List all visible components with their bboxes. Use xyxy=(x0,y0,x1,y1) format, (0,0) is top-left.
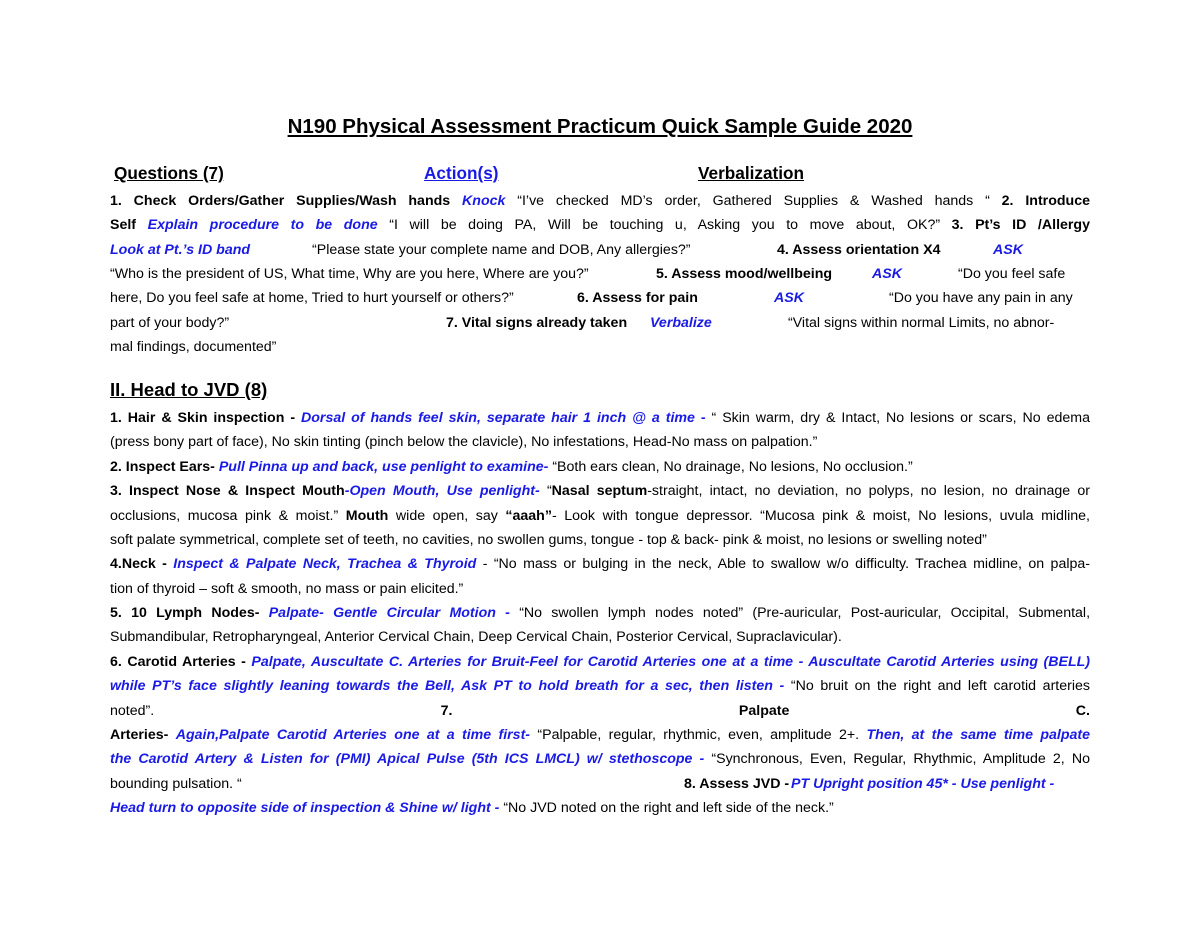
ears-action: Pull Pinna up and back, use penlight to examine- xyxy=(218,459,549,475)
palpate-action: Again,Palpate Carotid Arteries one at a time first- xyxy=(175,727,531,743)
section2-line-1 xyxy=(110,406,1090,430)
jvd-action: PT Upright position 45* - Use penlight - xyxy=(791,776,1055,792)
hair-skin-action: Dorsal of hands feel skin, separate hair 1 inch @ a time - xyxy=(301,410,706,426)
action-1: Knock xyxy=(462,193,506,209)
ears-verbal: “Both ears clean, No drainage, No lesions, No occlusion.” xyxy=(552,459,913,475)
palpate-action-2: Then, at the same time palpate xyxy=(866,727,1090,743)
hair-skin-verbal: “ Skin warm, dry & Intact, No lesions or scars, No edema xyxy=(711,410,1090,426)
palpate-verbal: “Palpable, regular, rhythmic, even, amplitude 2+. xyxy=(537,727,860,743)
question-6: 6. Assess for pain xyxy=(577,290,698,306)
aaah-label: “aaah” xyxy=(505,508,552,524)
nose-mouth-action: Open Mouth, Use penlight- xyxy=(349,483,540,499)
nose-verbal: -straight, intact, no deviation, no polyps, no lesion, no drainage or xyxy=(647,483,1090,499)
section2-line-13 xyxy=(110,699,1090,723)
nose-verbal-cont: occlusions, mucosa pink & moist.” xyxy=(110,508,339,524)
mouth-verbal: wide open, say xyxy=(395,508,498,524)
section2-line-9 xyxy=(110,601,1090,625)
lymph-verbal: “No swollen lymph nodes noted” (Pre-auricular, Post-auricular, Occipital, Submental, xyxy=(519,605,1091,621)
section2-line-12 xyxy=(110,674,1090,698)
carotid-action-cont: while PT’s face slightly leaning towards the Bell, Ask PT to hold breath for a sec, then listen - xyxy=(110,678,785,694)
carotid-verbal-cont: noted”. xyxy=(110,703,155,719)
section2-line-4 xyxy=(110,479,1090,503)
section1-line-4 xyxy=(110,262,1090,286)
section2-line-6 xyxy=(110,528,1090,552)
section2-line-3 xyxy=(110,455,1090,479)
jvd-action-cont: Head turn to opposite side of inspection & Shine w/ light - xyxy=(110,800,500,816)
question-5: 5. Assess mood/wellbeing xyxy=(656,266,833,282)
section1-line-6 xyxy=(110,311,1090,335)
verbal-5-cont: here, Do you feel safe at home, Tried to hurt yourself or others?” xyxy=(110,290,514,306)
question-7: 7. Vital signs already taken xyxy=(446,315,628,331)
verbal-6: “Do you have any pain in any xyxy=(889,290,1073,306)
section1-line-2 xyxy=(110,213,1090,237)
lymph-label: 5. 10 Lymph Nodes- xyxy=(110,605,260,621)
carotid-action: Palpate, Auscultate C. Arteries for Bruit-Feel for Carotid Arteries one at a time - Auscultate Carotid Arteries using (BELL) xyxy=(251,654,1091,670)
carotid-label: 6. Carotid Arteries - xyxy=(110,654,246,670)
neck-action: Inspect & Palpate Neck, Trachea & Thyroid xyxy=(173,556,477,572)
apical-action: the Carotid Artery & Listen for (PMI) Apical Pulse (5th ICS LMCL) w/ stethoscope - xyxy=(110,751,705,767)
lymph-action: Palpate- Gentle Circular Motion - xyxy=(268,605,510,621)
palpate-c-label: 7. Palpate C. xyxy=(440,703,1090,719)
section2-line-16 xyxy=(110,772,1090,796)
neck-verbal-cont: tion of thyroid – soft & smooth, no mass or pain elicited.” xyxy=(110,581,464,597)
question-2: 2. Introduce xyxy=(1001,193,1090,209)
action-4: ASK xyxy=(993,242,1023,258)
section1-line-7 xyxy=(110,335,1090,359)
jvd-label: 8. Assess JVD - xyxy=(684,776,790,792)
carotid-verbal: “No bruit on the right and left carotid arteries xyxy=(790,678,1090,694)
header-actions: Action(s) xyxy=(424,163,499,183)
verbal-2: “I will be doing PA, Will be touching u, Asking you to move about, OK?” xyxy=(389,217,941,233)
action-3: Look at Pt.’s ID band xyxy=(110,242,251,258)
arteries-label: Arteries- xyxy=(110,727,169,743)
section2-line-15 xyxy=(110,747,1090,771)
document-title: N190 Physical Assessment Practicum Quick Sample Guide 2020 xyxy=(287,115,913,138)
hair-skin-verbal-cont: (press bony part of face), No skin tinting (pinch below the clavicle), No infestations, Head-No mass on palpation.” xyxy=(110,434,818,450)
section2-line-2 xyxy=(110,430,1090,454)
verbal-7-cont: mal findings, documented” xyxy=(110,339,277,355)
section2-line-10 xyxy=(110,625,1090,649)
action-5: ASK xyxy=(872,266,902,282)
section2-line-17 xyxy=(110,796,1090,820)
section2-line-11 xyxy=(110,650,1090,674)
question-1: 1. Check Orders/Gather Supplies/Wash hands xyxy=(110,193,451,209)
verbal-6-cont: part of your body?” xyxy=(110,315,230,331)
question-4: 4. Assess orientation X4 xyxy=(777,242,941,258)
nose-quote: “ xyxy=(546,483,552,499)
verbal-7: “Vital signs within normal Limits, no abnor- xyxy=(788,315,1055,331)
apical-verbal-cont: bounding pulsation. “ xyxy=(110,776,242,792)
hair-skin-label: 1. Hair & Skin inspection - xyxy=(110,410,296,426)
action-7: Verbalize xyxy=(650,315,712,331)
apical-verbal: “Synchronous, Even, Regular, Rhythmic, Amplitude 2, No xyxy=(711,751,1090,767)
verbal-3: “Please state your complete name and DOB, Any allergies?” xyxy=(312,242,691,258)
verbal-4: “Who is the president of US, What time, Why are you here, Where are you?” xyxy=(110,266,589,282)
nasal-septum-label: Nasal septum xyxy=(551,483,648,499)
neck-label: 4.Neck - xyxy=(110,556,167,572)
mouth-verbal-2: - Look with tongue depressor. “Mucosa pink & moist, No lesions, uvula midline, xyxy=(551,508,1090,524)
verbal-1: “I’ve checked MD’s order, Gathered Supplies & Washed hands “ xyxy=(517,193,990,209)
mouth-verbal-cont: soft palate symmetrical, complete set of teeth, no cavities, no swollen gums, tongue - top & back- pink & moist, no lesions or swelling noted” xyxy=(110,532,987,548)
section1-line-1 xyxy=(110,189,1090,213)
question-2-cont: Self xyxy=(110,217,137,233)
section2-heading: II. Head to JVD (8) xyxy=(110,379,268,400)
jvd-verbal: “No JVD noted on the right and left side of the neck.” xyxy=(503,800,834,816)
header-questions: Questions (7) xyxy=(114,163,224,183)
mouth-label: Mouth xyxy=(345,508,389,524)
ears-label: 2. Inspect Ears- xyxy=(110,459,215,475)
section1-line-5 xyxy=(110,286,1090,310)
action-6: ASK xyxy=(774,290,804,306)
section2-line-8 xyxy=(110,577,1090,601)
lymph-verbal-cont: Submandibular, Retropharyngeal, Anterior Cervical Chain, Deep Cervical Chain, Posterior Cervical, Supraclavicular). xyxy=(110,629,842,645)
question-3: 3. Pt’s ID /Allergy xyxy=(951,217,1090,233)
header-verbalization: Verbalization xyxy=(698,163,805,183)
nose-mouth-dash: - xyxy=(344,483,350,499)
action-2: Explain procedure to be done xyxy=(147,217,378,233)
section2-line-7 xyxy=(110,552,1090,576)
neck-verbal: - “No mass or bulging in the neck, Able to swallow w/o difficulty. Trachea midline, on palpa- xyxy=(482,556,1090,572)
nose-mouth-label: 3. Inspect Nose & Inspect Mouth xyxy=(110,483,345,499)
verbal-5: “Do you feel safe xyxy=(958,266,1066,282)
section2-line-5 xyxy=(110,504,1090,528)
section2-line-14 xyxy=(110,723,1090,747)
section1-line-3 xyxy=(110,238,1090,262)
